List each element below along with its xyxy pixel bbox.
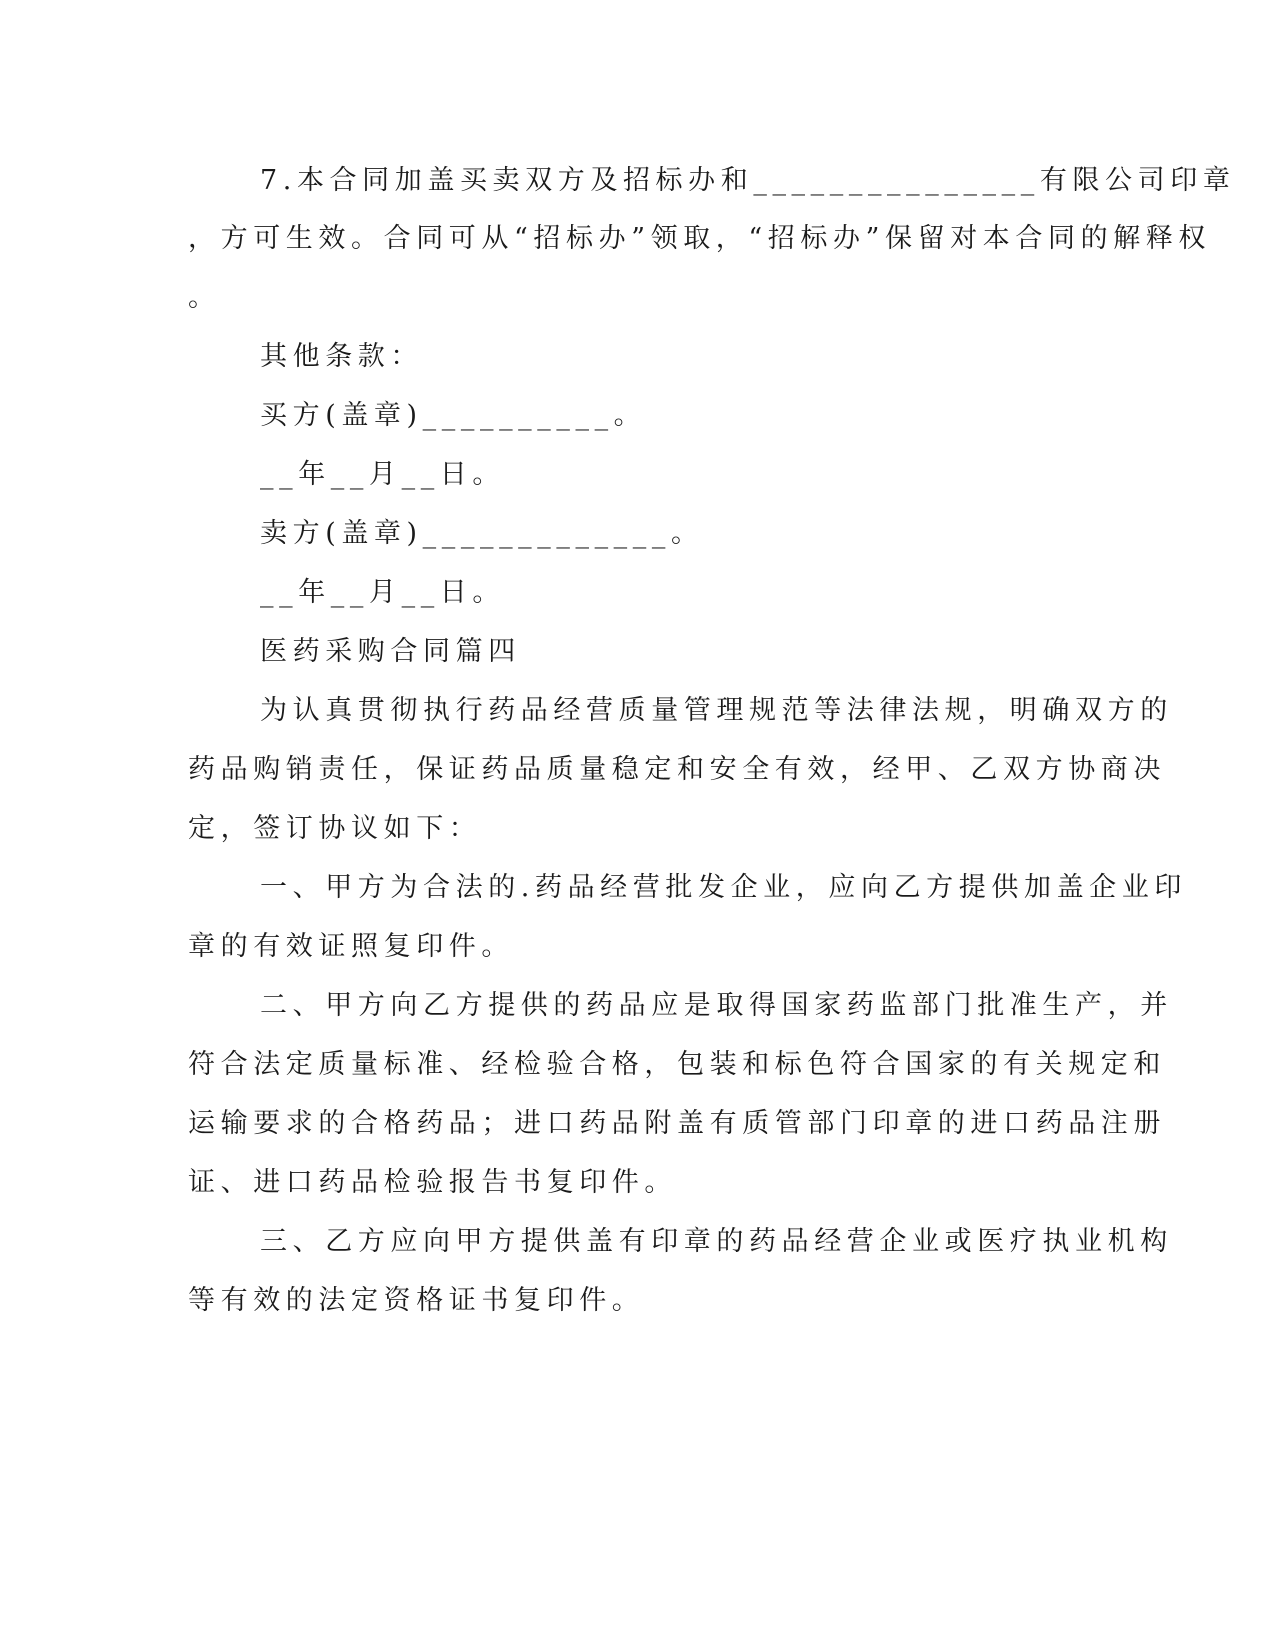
article-2-line-1: 二、甲方向乙方提供的药品应是取得国家药监部门批准生产，并	[260, 990, 1173, 1021]
intro-line-1: 为认真贯彻执行药品经营质量管理规范等法律法规，明确双方的	[260, 695, 1173, 726]
intro-line-3: 定，签订协议如下：	[188, 813, 482, 844]
section-title: 医药采购合同篇四	[260, 636, 521, 667]
article-1-line-2: 章的有效证照复印件。	[188, 931, 514, 962]
intro-line-2: 药品购销责任，保证药品质量稳定和安全有效，经甲、乙双方协商决	[188, 754, 1166, 785]
article-3-line-1: 三、乙方应向甲方提供盖有印章的药品经营企业或医疗执业机构	[260, 1226, 1173, 1257]
article-2-line-3: 运输要求的合格药品；进口药品附盖有质管部门印章的进口药品注册	[188, 1108, 1166, 1139]
seller-seal-line: 卖方(盖章)_____________。	[260, 518, 704, 549]
clause-7-line-3: 。	[188, 282, 221, 313]
buyer-date-line: __年__月__日。	[260, 459, 505, 490]
article-1-line-1: 一、甲方为合法的.药品经营批发企业，应向乙方提供加盖企业印	[260, 872, 1187, 903]
article-2-line-4: 证、进口药品检验报告书复印件。	[188, 1167, 677, 1198]
seller-date-line: __年__月__日。	[260, 577, 505, 608]
buyer-seal-line: 买方(盖章)__________。	[260, 400, 647, 431]
other-terms-heading: 其他条款：	[260, 341, 423, 372]
clause-7-line-1: 7.本合同加盖买卖双方及招标办和_______________有限公司印章	[260, 165, 1236, 196]
clause-7-line-2: ，方可生效。合同可从“招标办”领取，“招标办”保留对本合同的解释权	[188, 223, 1212, 254]
article-2-line-2: 符合法定质量标准、经检验合格，包装和标色符合国家的有关规定和	[188, 1049, 1166, 1080]
article-3-line-2: 等有效的法定资格证书复印件。	[188, 1285, 645, 1316]
